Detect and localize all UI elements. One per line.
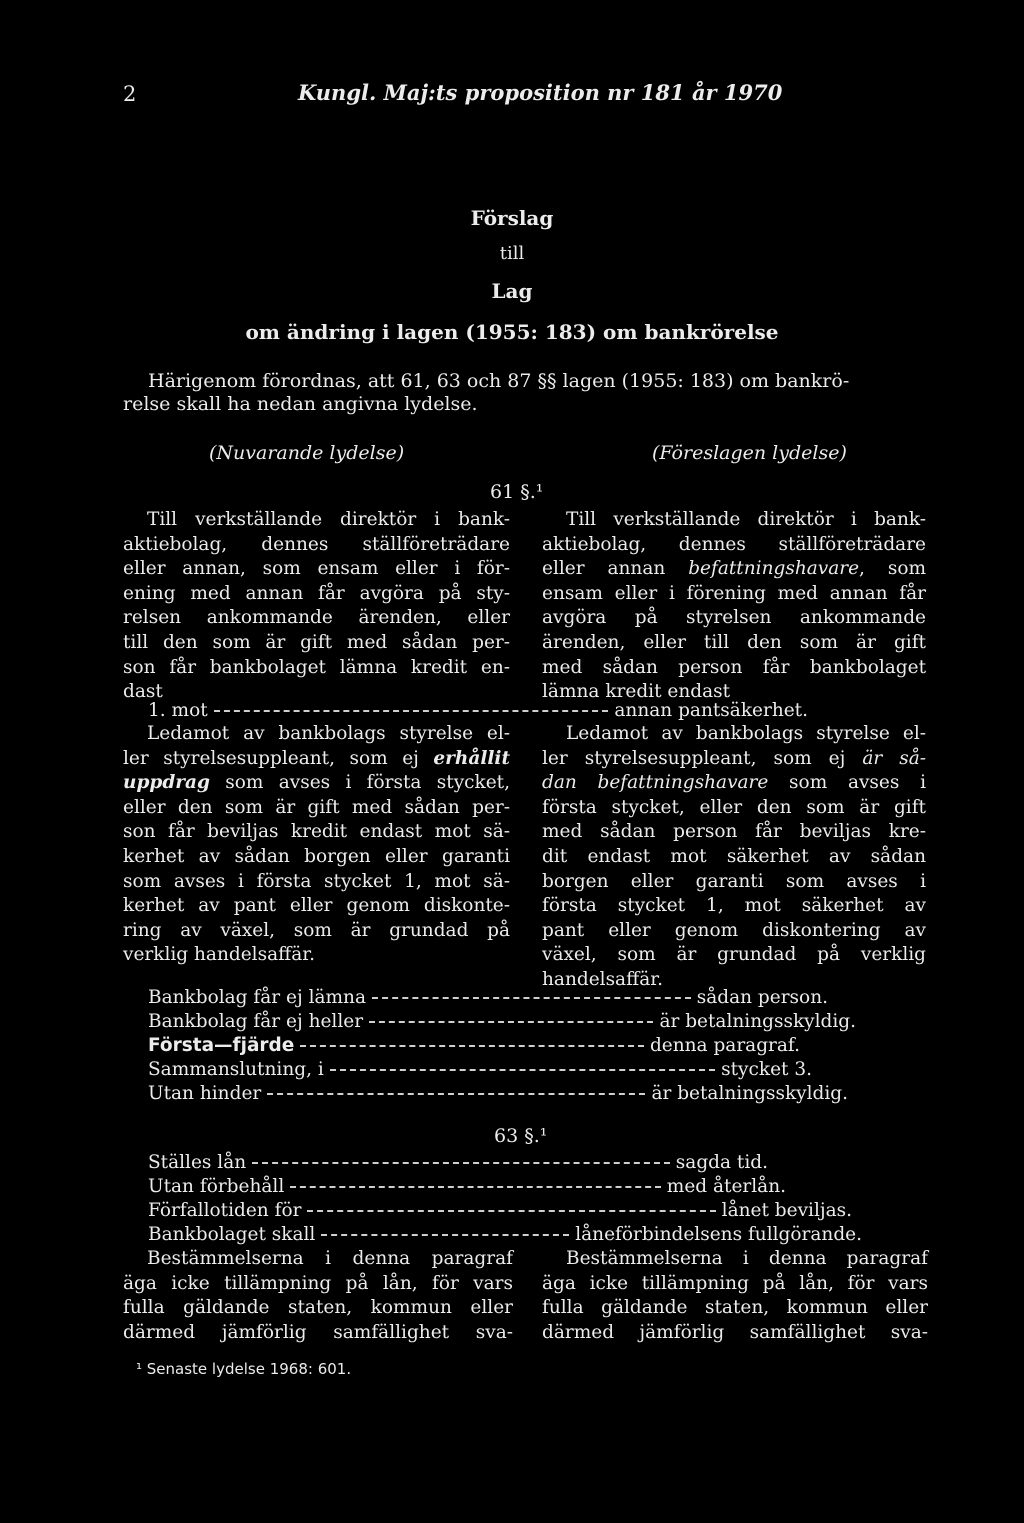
text-line: relsen ankommande ärenden, eller [123,607,510,629]
dash-line-end: sagda tid. [675,1152,768,1173]
title-till: till [499,243,525,264]
omission-dash [267,1093,645,1095]
sec61-left-paragraph-2 [123,722,510,968]
dash-line-end: låneförbindelsens fullgörande. [575,1224,862,1245]
text-line: Till verkställande direktör i bank- [147,509,510,530]
text-line: dast [123,681,163,703]
dash-line-start: Första—fjärde [148,1035,295,1056]
dash-line-end: sådan person. [696,987,828,1008]
sec61-right-paragraph-1 [542,508,926,705]
omission-dash [321,1234,569,1236]
text-segment: som avses i [768,772,926,794]
title-subject: om ändring i lagen (1955: 183) om bankrörelse [245,320,779,344]
section-63-label: 63 §.¹ [494,1125,548,1147]
text-line: ring av växel, som är grundad på [123,919,510,941]
emphasis-erhallit: erhållit [433,747,510,769]
omission-dash [307,1210,715,1212]
sec61-dash-line-2 [148,1011,856,1032]
omission-dash [290,1186,661,1188]
omission-dash [300,1045,644,1047]
text-line: aktiebolag, dennes ställföreträdare [123,533,510,555]
text-segment: eller annan [542,558,689,580]
section-61-label: 61 §.¹ [490,481,544,503]
text-line [123,747,510,772]
sec63-left-paragraph [123,1247,513,1345]
sec63-right-paragraph [542,1247,928,1345]
dash-line-start: Ställes lån [148,1152,247,1173]
dash-line-end: är betalningsskyldig. [651,1083,848,1104]
text-line: ärenden, eller till den som är gift [542,631,926,653]
dash-line-start: Bankbolag får ej lämna [148,987,366,1008]
text-line: handelsaffär. [542,968,663,990]
intro-line-2: relse skall ha nedan angivna lydelse. [123,393,478,415]
sec61-right-paragraph-2 [542,722,926,993]
text-line: som avses i första stycket 1, mot sä- [123,870,510,892]
title-forslag: Förslag [470,206,554,230]
text-line: äga icke tillämpning på lån, för vars [123,1272,513,1294]
sec61-dash-line-1 [148,987,828,1008]
text-line: växel, som är grundad på verklig [542,944,926,966]
text-line: aktiebolag, dennes ställföreträdare [542,533,926,555]
text-line: Ledamot av bankbolags styrelse el- [566,723,926,744]
sec61-left-paragraph-1 [123,508,510,705]
right-column-heading: (Föreslagen lydelse) [652,442,847,464]
text-line: första stycket, eller den som är gift [542,796,926,818]
text-line: därmed jämförlig samfällighet sva- [123,1321,513,1343]
text-line: eller den som är gift med sådan per- [123,796,510,818]
intro-line-1: Härigenom förordnas, att 61, 63 och 87 §§ lagen (1955: 183) om bankrö- [148,370,850,392]
text-line: med sådan person får beviljas kre- [542,821,926,843]
text-segment: som avses i första stycket, [209,772,510,794]
left-column-heading: (Nuvarande lydelse) [209,442,405,464]
emphasis-befattningshavare: befattningshavare [688,558,860,580]
emphasis-uppdrag: uppdrag [123,772,210,794]
text-line: son får bankbolaget lämna kredit en- [123,656,510,678]
text-line: fulla gäldande staten, kommun eller [542,1297,928,1319]
text-line [123,771,510,796]
sec61-dash-line-3 [148,1035,800,1056]
text-line: dit endast mot säkerhet av sådan [542,845,926,867]
sec63-dash-line-3 [148,1200,852,1221]
dash-line-start: Sammanslutning, i [148,1059,324,1080]
dash-line-end: är betalningsskyldig. [659,1011,856,1032]
text-line: första stycket 1, mot säkerhet av [542,895,926,917]
text-line: ensam eller i förening med annan får [542,582,926,604]
dash-line-end: lånet beviljas. [721,1200,852,1221]
dash-line-end: denna paragraf. [649,1035,800,1056]
omission-dash [214,710,609,712]
sec63-dash-line-1 [148,1152,768,1173]
sec63-dash-line-4 [148,1224,862,1245]
footnote: ¹ Senaste lydelse 1968: 601. [136,1360,352,1378]
text-line: verklig handelsaffär. [123,944,315,966]
text-line: till den som är gift med sådan per- [123,631,510,653]
text-line: äga icke tillämpning på lån, för vars [542,1272,928,1294]
emphasis-dan-befattningshavare: dan befattningshavare [542,772,769,794]
text-line: kerhet av sådan borgen eller garanti [123,845,510,867]
page-number: 2 [123,82,137,106]
text-segment: ler styrelsesuppleant, som ej [123,747,434,769]
dash-line-end: med återlån. [666,1176,786,1197]
running-title: Kungl. Maj:ts proposition nr 181 år 1970 [298,80,783,105]
text-line: därmed jämförlig samfällighet sva- [542,1321,928,1343]
text-line: pant eller genom diskontering av [542,919,926,941]
text-line: eller annan, som ensam eller i för- [123,558,510,580]
text-line [542,747,926,772]
dash-line-start: Förfallotiden för [148,1200,302,1221]
text-line: fulla gäldande staten, kommun eller [123,1297,513,1319]
text-line: med sådan person får bankbolaget [542,656,926,678]
sec61-dash-line-4 [148,1059,812,1080]
text-segment: , som [859,558,927,580]
dash-line-start: Bankbolag får ej heller [148,1011,364,1032]
sec61-dash-line-5 [148,1083,848,1104]
text-line: avgöra på styrelsen ankommande [542,607,926,629]
omission-dash [252,1162,670,1164]
text-line: borgen eller garanti som avses i [542,870,926,892]
text-line: lämna kredit endast [542,681,731,703]
dash-line-start: Utan förbehåll [148,1176,285,1197]
dash-line-start: Bankbolaget skall [148,1224,316,1245]
omission-dash [369,1021,653,1023]
text-line: Ledamot av bankbolags styrelse el- [147,723,510,744]
sec61-item-1 [148,700,808,721]
item-1-start: 1. mot [148,700,208,721]
emphasis-ar-sa: är så- [862,747,926,769]
omission-dash [330,1069,715,1071]
title-lag: Lag [491,279,533,303]
omission-dash [372,997,691,999]
dash-line-end: stycket 3. [721,1059,812,1080]
text-segment: ler styrelsesuppleant, som ej [542,747,863,769]
text-line: ening med annan får avgöra på sty- [123,582,510,604]
sec63-dash-line-2 [148,1176,786,1197]
text-line: Bestämmelserna i denna paragraf [566,1248,928,1269]
text-line: son får beviljas kredit endast mot sä- [123,821,510,843]
text-line [542,557,926,582]
text-line: Bestämmelserna i denna paragraf [147,1248,513,1269]
item-1-end: annan pantsäkerhet. [614,700,808,721]
text-line: kerhet av pant eller genom diskonte- [123,895,510,917]
text-line [542,771,926,796]
text-line: Till verkställande direktör i bank- [566,509,926,530]
dash-line-start: Utan hinder [148,1083,262,1104]
